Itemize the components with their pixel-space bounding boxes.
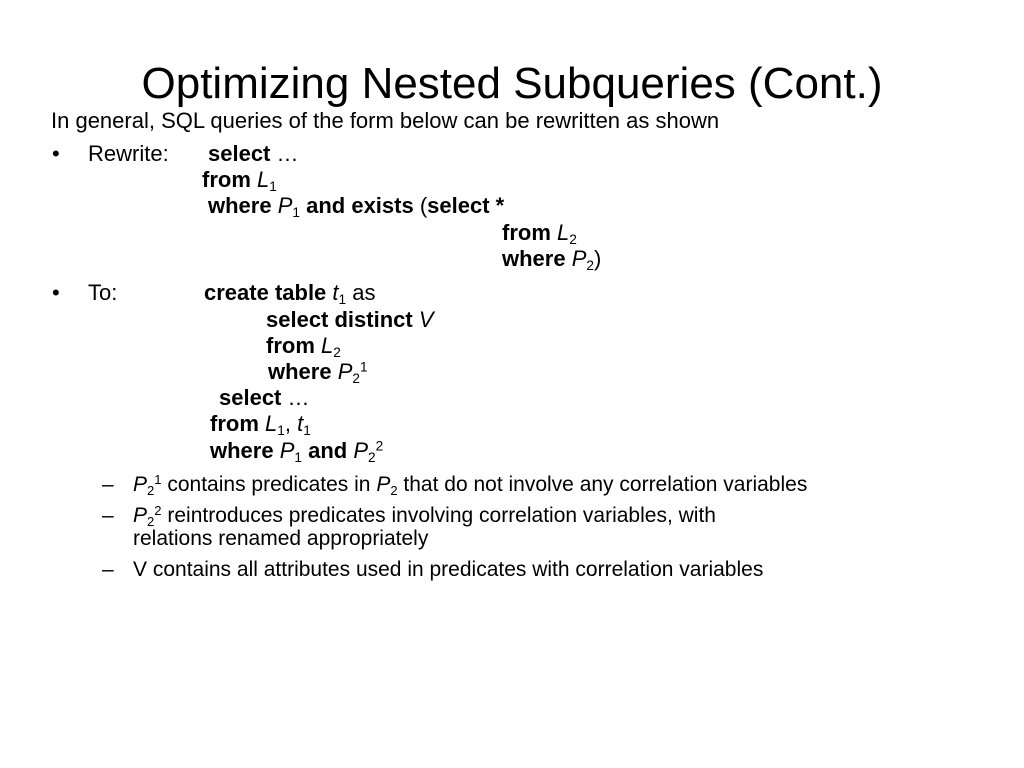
note-1-text: contains predicates in <box>161 473 377 496</box>
var-P: P <box>277 193 293 218</box>
to-select-line <box>219 387 310 409</box>
bullet-to-icon: • <box>52 280 60 305</box>
var-L: L <box>321 333 334 358</box>
keyword-and-exists: and exists <box>306 193 414 218</box>
to-select-distinct-line <box>266 309 434 331</box>
dash-icon: – <box>102 558 114 581</box>
note-2-text-2: relations renamed appropriately <box>133 527 429 550</box>
to-from-line <box>266 333 341 361</box>
subscript: 1 <box>294 450 302 466</box>
to-label-line <box>88 282 117 304</box>
rewrite-where-line <box>208 193 505 221</box>
keyword-and: and <box>308 438 348 463</box>
keyword-from: from <box>266 333 315 358</box>
var-P: P <box>376 473 391 496</box>
rewrite-label: Rewrite: <box>88 141 169 166</box>
to-create-line <box>204 280 376 308</box>
subscript: 2 <box>569 232 577 248</box>
var-P: P <box>571 246 587 271</box>
keyword-select-distinct: select distinct <box>266 307 413 332</box>
subscript: 1 <box>269 179 277 195</box>
keyword-as: as <box>346 280 376 305</box>
keyword-select-star: select * <box>427 193 505 218</box>
paren-close: ) <box>593 246 602 271</box>
rewrite-from-line <box>202 167 277 195</box>
dash-icon: – <box>102 504 114 527</box>
keyword-where: where <box>210 438 274 463</box>
keyword-where: where <box>502 246 566 271</box>
note-2-text: reintroduces predicates involving correlation variables, with <box>161 504 716 527</box>
bullet-rewrite-icon: • <box>52 141 60 166</box>
var-P: P <box>133 473 148 496</box>
to-outer-where-line <box>210 438 384 466</box>
subscript: 2 <box>368 450 376 466</box>
subscript: 1 <box>303 423 311 439</box>
subscript: 2 <box>352 371 360 387</box>
subscript: 1 <box>338 292 347 308</box>
subscript: 1 <box>292 205 300 221</box>
keyword-create-table: create table <box>204 280 327 305</box>
slide-title: Optimizing Nested Subqueries (Cont.) <box>141 59 883 108</box>
keyword-where: where <box>208 193 272 218</box>
var-L: L <box>257 167 270 192</box>
subscript: 1 <box>277 423 285 439</box>
intro-text <box>51 110 719 132</box>
ellipsis: … <box>281 385 310 410</box>
var-V: V <box>418 307 434 332</box>
subscript: 2 <box>390 482 398 498</box>
note-3-text: V contains all attributes used in predicates with correlation variables <box>133 558 764 581</box>
note-2-continuation <box>133 528 428 549</box>
ellipsis: … <box>270 141 299 166</box>
note-2 <box>133 502 716 529</box>
keyword-select: select <box>208 141 271 166</box>
keyword-where: where <box>268 359 332 384</box>
var-P: P <box>337 359 353 384</box>
note-1 <box>133 471 808 498</box>
superscript: 1 <box>154 471 162 487</box>
rewrite-line-1 <box>88 143 169 165</box>
rewrite-select-line <box>208 143 299 165</box>
paren-open: ( <box>413 193 428 218</box>
var-P: P <box>279 438 295 463</box>
note-3 <box>133 559 763 580</box>
keyword-from: from <box>202 167 251 192</box>
superscript: 1 <box>359 359 368 375</box>
comma: , <box>284 411 298 436</box>
dash-icon: – <box>102 473 114 496</box>
var-t: t <box>297 411 304 436</box>
var-L: L <box>265 411 278 436</box>
superscript: 2 <box>375 438 384 454</box>
keyword-from: from <box>210 411 259 436</box>
keyword-select: select <box>219 385 282 410</box>
var-P: P <box>353 438 369 463</box>
subscript: 2 <box>586 258 594 274</box>
intro-label: In general, SQL queries of the form below can be rewritten as shown <box>51 108 720 133</box>
superscript: 2 <box>154 502 162 518</box>
subscript: 2 <box>147 482 155 498</box>
keyword-from: from <box>502 220 551 245</box>
var-P: P <box>133 504 148 527</box>
var-L: L <box>557 220 570 245</box>
to-label: To: <box>88 280 118 305</box>
note-1-text-2: that do not involve any correlation variables <box>397 473 808 496</box>
to-outer-from-line <box>210 411 311 439</box>
rewrite-inner-where-line <box>502 246 602 274</box>
to-where-line <box>268 359 368 387</box>
subscript: 2 <box>147 513 155 529</box>
rewrite-inner-from-line <box>502 220 577 248</box>
subscript: 2 <box>333 345 341 361</box>
var-t: t <box>332 280 339 305</box>
